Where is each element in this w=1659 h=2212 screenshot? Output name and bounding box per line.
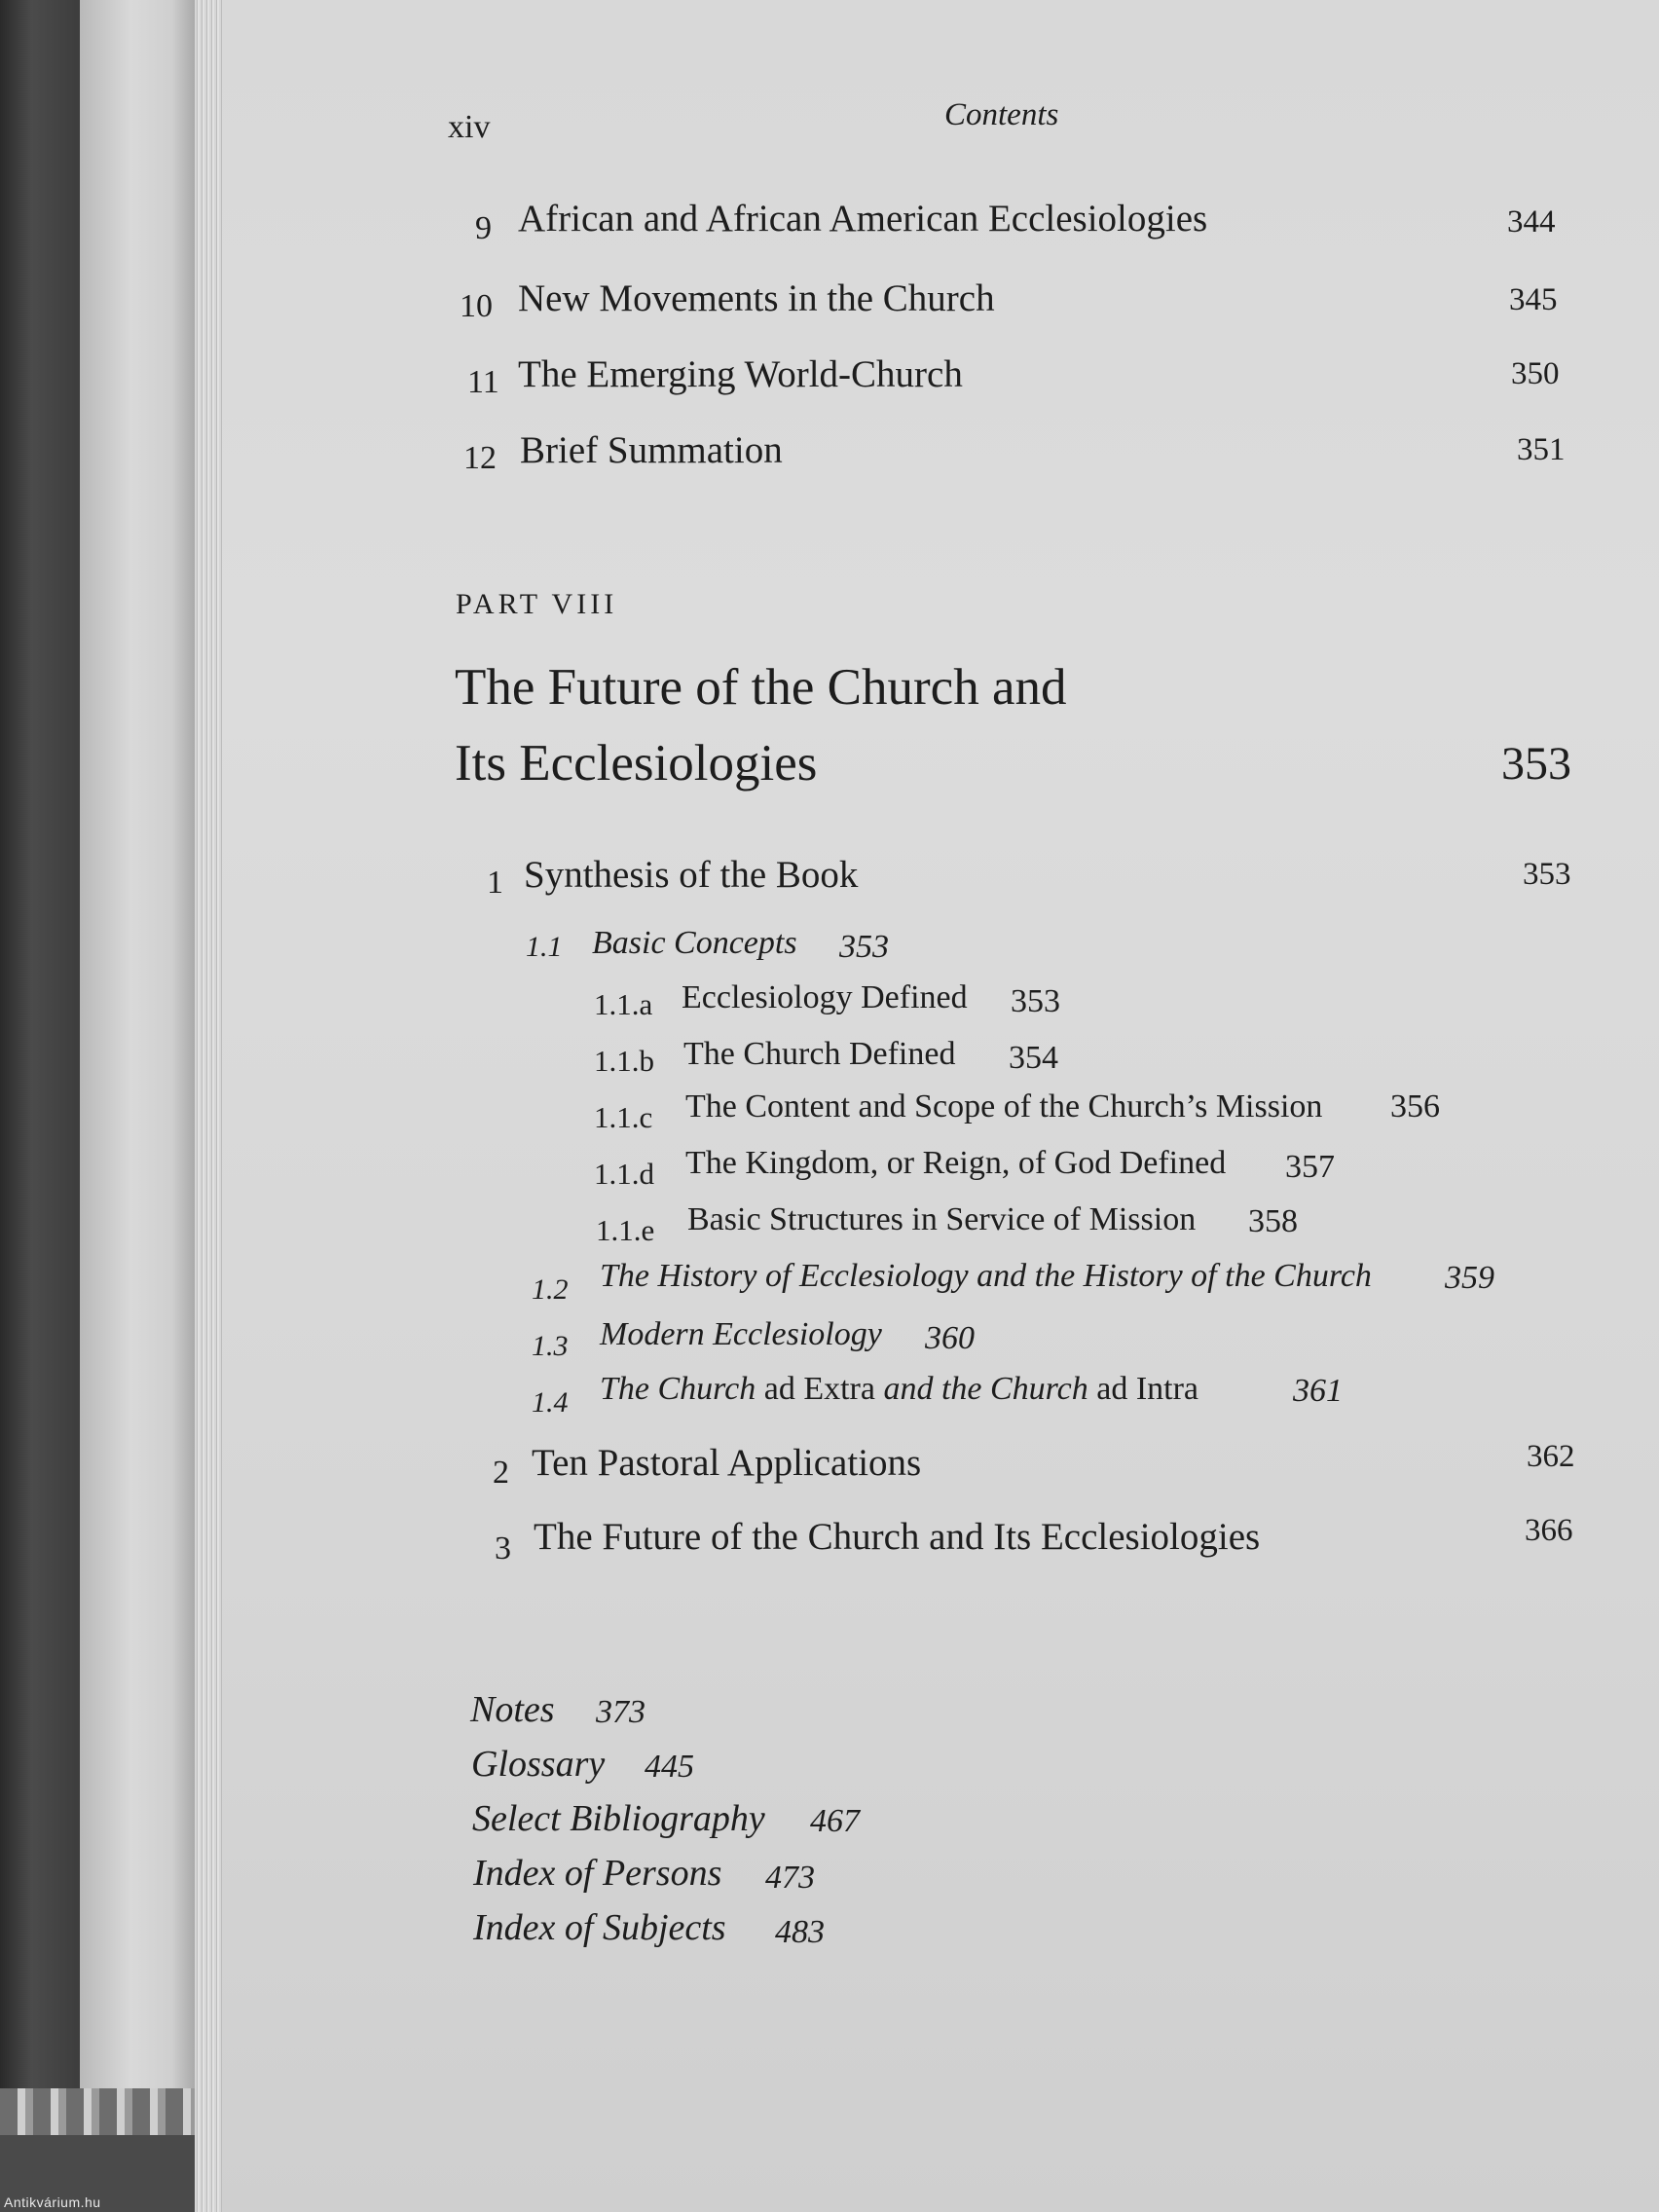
back-matter-title: Notes [470, 1689, 555, 1730]
section-title-part: and the Church [883, 1371, 1088, 1407]
part-label: PART VIII [456, 588, 618, 620]
entry-number: 11 [467, 364, 499, 400]
section-page: 353 [839, 929, 889, 965]
entry-number: 12 [463, 440, 497, 476]
section-number: 1.2 [532, 1273, 569, 1306]
subsection-number: 1.1.b [594, 1044, 654, 1078]
back-matter-title: Index of Persons [473, 1853, 722, 1894]
spine-ornament [0, 2088, 214, 2135]
back-matter-title: Glossary [471, 1744, 606, 1785]
back-matter-title: Index of Subjects [473, 1907, 726, 1948]
page-folio: xiv [448, 109, 491, 145]
subsection-page: 357 [1285, 1149, 1335, 1185]
part-title-line1: The Future of the Church and [455, 659, 1067, 716]
subsection-title: Basic Structures in Service of Mission [687, 1201, 1197, 1237]
watermark: Antikvárium.hu [4, 2194, 101, 2210]
chapter-number: 3 [495, 1530, 511, 1567]
subsection-page: 358 [1248, 1203, 1298, 1239]
part-title-line2: Its Ecclesiologies [455, 735, 818, 792]
subsection-number: 1.1.a [594, 987, 653, 1021]
entry-page: 345 [1509, 282, 1558, 317]
running-head: Contents [944, 97, 1059, 132]
section-number: 1.1 [526, 931, 563, 963]
book-spine [80, 0, 195, 2212]
subsection-number: 1.1.d [594, 1157, 654, 1191]
back-matter-page: 445 [645, 1749, 694, 1785]
entry-number: 10 [460, 288, 493, 324]
chapter-page: 353 [1523, 857, 1571, 892]
entry-page: 350 [1511, 356, 1560, 391]
chapter-title: Synthesis of the Book [524, 854, 859, 896]
page-edges [195, 0, 224, 2212]
entry-title: The Emerging World-Church [518, 353, 963, 395]
chapter-number: 2 [493, 1455, 509, 1491]
entry-title: Brief Summation [520, 429, 783, 471]
section-title-part: ad Intra [1088, 1371, 1199, 1407]
subsection-title: Ecclesiology Defined [682, 979, 968, 1015]
back-matter-page: 373 [596, 1694, 645, 1730]
chapter-number: 1 [487, 865, 503, 901]
chapter-page: 362 [1527, 1439, 1575, 1474]
section-number: 1.4 [532, 1386, 569, 1419]
section-title: The History of Ecclesiology and the History of the Church [600, 1258, 1372, 1294]
section-title-part: The Church [600, 1371, 756, 1407]
entry-number: 9 [475, 210, 492, 246]
part-page: 353 [1501, 738, 1571, 790]
subsection-title: The Church Defined [683, 1036, 956, 1072]
entry-title: New Movements in the Church [518, 277, 995, 319]
chapter-title: The Future of the Church and Its Ecclesiologies [534, 1516, 1261, 1558]
back-matter-page: 483 [775, 1914, 825, 1950]
subsection-title: The Kingdom, or Reign, of God Defined [685, 1145, 1227, 1181]
back-matter-page: 473 [765, 1860, 815, 1896]
back-matter-title: Select Bibliography [472, 1798, 765, 1839]
book-spine-shadow [0, 0, 80, 2212]
entry-page: 344 [1507, 204, 1556, 240]
section-title: Modern Ecclesiology [600, 1316, 882, 1352]
section-title-part: ad Extra [756, 1371, 884, 1407]
section-page: 360 [925, 1320, 975, 1356]
back-matter-page: 467 [810, 1803, 860, 1839]
section-title: Basic Concepts [592, 925, 797, 961]
subsection-number: 1.1.e [596, 1213, 655, 1247]
subsection-title: The Content and Scope of the Church’s Mission [685, 1088, 1323, 1124]
entry-page: 351 [1517, 432, 1566, 467]
entry-title: African and African American Ecclesiologies [518, 198, 1208, 240]
subsection-page: 354 [1009, 1040, 1058, 1076]
section-page: 359 [1445, 1260, 1494, 1296]
chapter-page: 366 [1525, 1513, 1573, 1548]
chapter-title: Ten Pastoral Applications [532, 1442, 922, 1484]
subsection-page: 353 [1011, 983, 1060, 1019]
subsection-number: 1.1.c [594, 1100, 653, 1134]
subsection-page: 356 [1390, 1088, 1440, 1124]
section-page: 361 [1293, 1373, 1343, 1409]
section-title [600, 1371, 1198, 1408]
section-number: 1.3 [532, 1330, 569, 1362]
